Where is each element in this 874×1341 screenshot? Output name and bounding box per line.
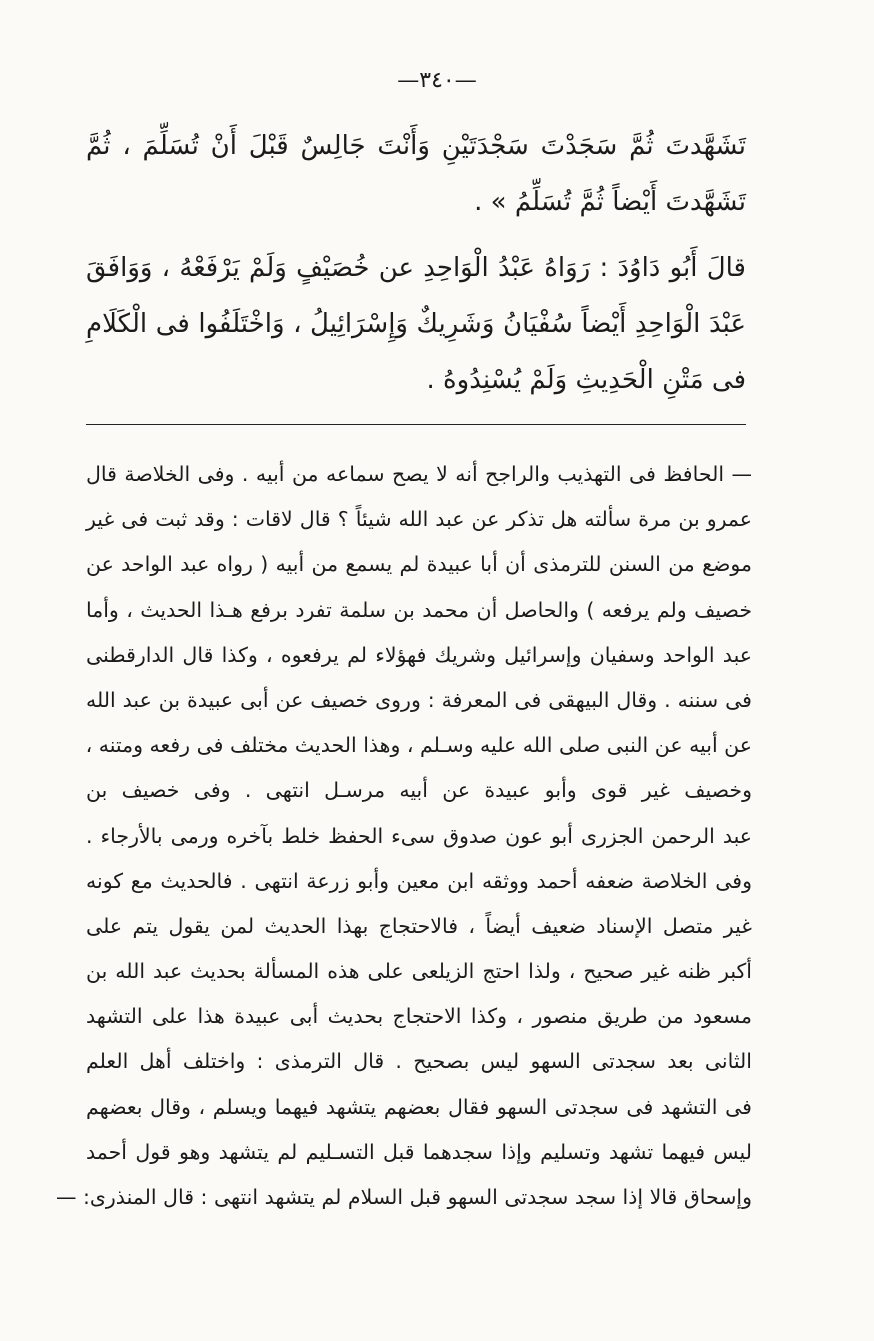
footnote-line: عبد الرحمن الجزرى أبو عون صدوق سىء الحفظ خلط بآخره ورمى بالأرجاء . [86,823,752,848]
footnote-line: — الحافظ فى التهذيب والراجح أنه لا يصح سماعه من أبيه . وفى الخلاصة قال [86,462,752,486]
footnote-line: مسعود من طريق منصور ، وكذا الاحتجاج بحديث أبى عبيدة هذا على التشهد [86,1004,752,1029]
footnote-divider [86,424,746,425]
footnote-line: فى سننه . وقال البيهقى فى المعرفة : وروى خصيف عن أبى عبيدة بن عبد الله [86,687,752,712]
footnote [55,452,752,1220]
footnote-line: الثانى بعد سجدتى السهو ليس بصحيح . قال الترمذى : واختلف أهل العلم [86,1049,752,1074]
main-paragraph: قالَ أَبُو دَاوُدَ : رَوَاهُ عَبْدُ الْوَاحِدِ عن خُصَيْفٍ وَلَمْ يَرْفَعْهُ ، وَوَافَقَ عَبْدَ الْوَاحِدِ أَيْضاً سُفْيَانُ وَشَرِيكٌ وَإِسْرَائِيلُ ، وَاخْتَلَفُوا فى الْكَلَامِ فى مَتْنِ الْحَدِيثِ وَلَمْ يُسْنِدُوهُ . [86,253,746,395]
footnote-line: فى التشهد فى سجدتى السهو فقال بعضهم يتشهد فيهما ويسلم ، وقال بعضهم [86,1094,752,1119]
footnote-line: وخصيف غير قوى وأبو عبيدة عن أبيه مرسـل انتهى . وفى خصيف بن [86,778,752,803]
footnote-line: خصيف ولم يرفعه ) والحاصل أن محمد بن سلمة تفرد برفع هـذا الحديث ، وأما [86,597,752,622]
page-number: —٣٤٠— [397,68,477,93]
footnote-line: عمرو بن مرة سألته هل تذكر عن عبد الله شيئاً ؟ قال لاقات : وقد ثبت فى غير [86,507,752,532]
footnote-line: موضع من السنن للترمذى أن أبا عبيدة لم يسمع من أبيه ( رواه عبد الواحد عن [86,552,752,577]
footnote-line: وإسحاق قالا إذا سجد سجدتى السهو قبل السلام لم يتشهد انتهى : قال المنذرى: — [55,1185,752,1209]
footnote-line: وفى الخلاصة ضعفه أحمد ووثقه ابن معين وأبو زرعة انتهى . فالحديث مع كونه [86,868,752,893]
footnote-line: عن أبيه عن النبى صلى الله عليه وسـلم ، وهذا الحديث مختلف فى رفعه ومتنه ، [85,733,752,758]
footnote-line: أكبر ظنه غير صحيح ، ولذا احتج الزيلعى على هذه المسألة بحديث عبد الله بن [86,959,752,984]
footnote-line: ليس فيهما تشهد وتسليم وإذا سجدهما قبل التسـليم لم يتشهد وهو قول أحمد [86,1139,752,1164]
main-paragraph: تَشَهَّدتَ ثُمَّ سَجَدْتَ سَجْدَتَيْنِ وَأَنْتَ جَالِسٌ قَبْلَ أَنْ تُسَلِّمَ ، ثُمَّ تَشَهَّدتَ أَيْضاً ثُمَّ تُسَلِّمُ » . [86,131,746,217]
footnote-line: عبد الواحد وسفيان وإسرائيل وشريك فهؤلاء لم يرفعوه ، وكذا قال الدارقطنى [86,642,752,667]
footnote-line: غير متصل الإسناد ضعيف أيضاً ، فالاحتجاج بهذا الحديث لمن يقول يتم على [86,913,752,938]
main-text [86,118,746,418]
